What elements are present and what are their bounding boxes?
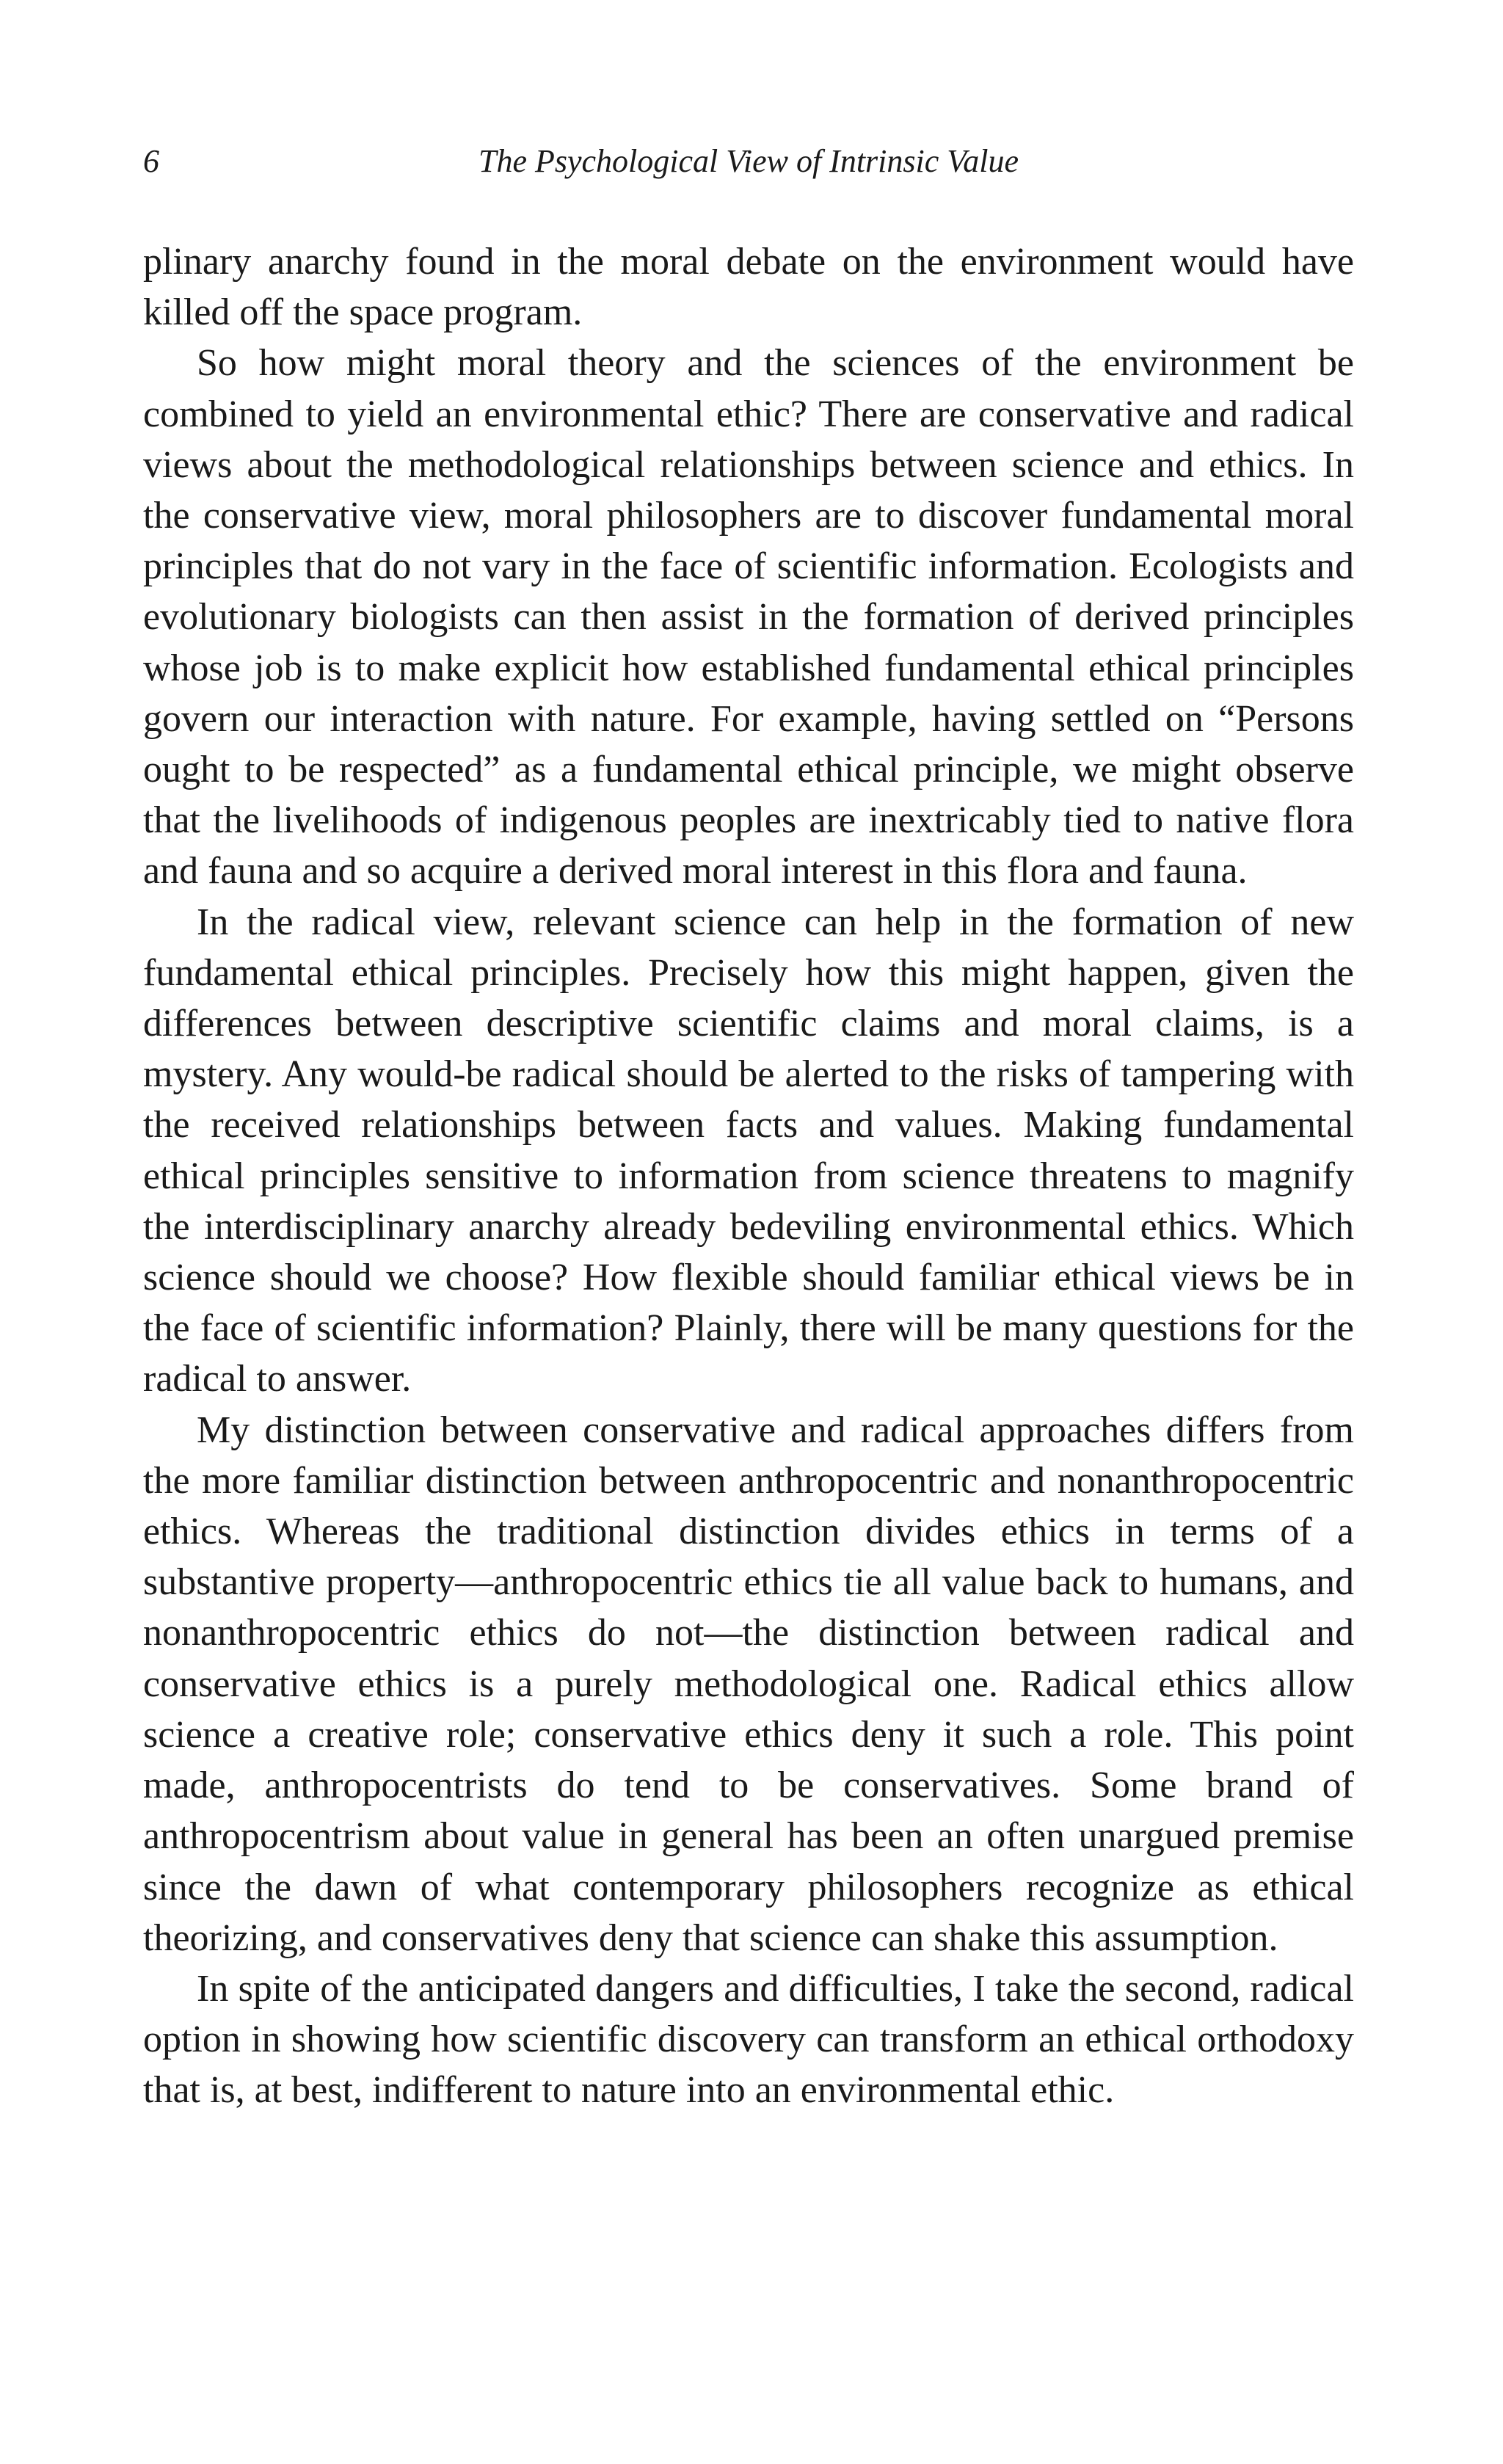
running-head: The Psychological View of Intrinsic Value bbox=[478, 143, 1019, 179]
page-number: 6 bbox=[143, 143, 159, 179]
paragraph-radical-option: In spite of the anticipated dangers and difficulties, I take the second, radical option in showing how scientific discovery can transform an ethical orthodoxy that is, at best, indifferent to nature into an environmental ethic. bbox=[143, 1967, 1354, 2112]
paragraph-distinction: My distinction between conservative and radical approaches differs from the more familiar distinction between anthropocentric and nonanthropocentric ethics. Whereas the traditional distinction divides ethics in terms of a substantive property—anthropocentric ethics tie all value back to humans, and nonanthropocentric ethics do not—the distinction between radical and conservative ethics is a purely methodological one. Radical ethics allow science a creative role; conservative ethics deny it such a role. This point made, anthropocentrists do tend to be conservatives. Some brand of anthropocentrism about value in general has been an often unargued premise since the dawn of what contemporary philosophers recognize as ethical theorizing, and conservatives deny that science can shake this assumption. bbox=[143, 1409, 1354, 1959]
paragraph-conservative-view: So how might moral theory and the sciences of the environment be combined to yield an environmental ethic? There are conservative and radical views about the methodological relationships between science and ethics. In the conservative view, moral philosophers are to discover fundamental moral principles that do not vary in the face of scientific information. Ecologists and evolutionary biologists can then assist in the formation of derived principles whose job is to make explicit how established fundamental ethical principles govern our interaction with nature. For example, having settled on “Persons ought to be respected” as a fundamental ethical principle, we might observe that the livelihoods of indigenous peoples are inextricably tied to native flora and fauna and so acquire a derived moral interest in this flora and fauna. bbox=[143, 342, 1354, 893]
page-header bbox=[143, 139, 1354, 183]
body-text bbox=[143, 236, 1354, 2116]
paragraph-continued: plinary anarchy found in the moral debate on the environment would have killed off the space program. bbox=[143, 241, 1354, 334]
paragraph-radical-view: In the radical view, relevant science can help in the formation of new fundamental ethical principles. Precisely how this might happen, given the differences between descriptive scientific claims and moral claims, is a mystery. Any would-be radical should be alerted to the risks of tampering with the received relationships between facts and values. Making fundamental ethical principles sensitive to information from science threatens to magnify the interdisciplinary anarchy already bedeviling environmental ethics. Which science should we choose? How flexible should familiar ethical views be in the face of scientific information? Plainly, there will be many questions for the radical to answer. bbox=[143, 901, 1354, 1400]
